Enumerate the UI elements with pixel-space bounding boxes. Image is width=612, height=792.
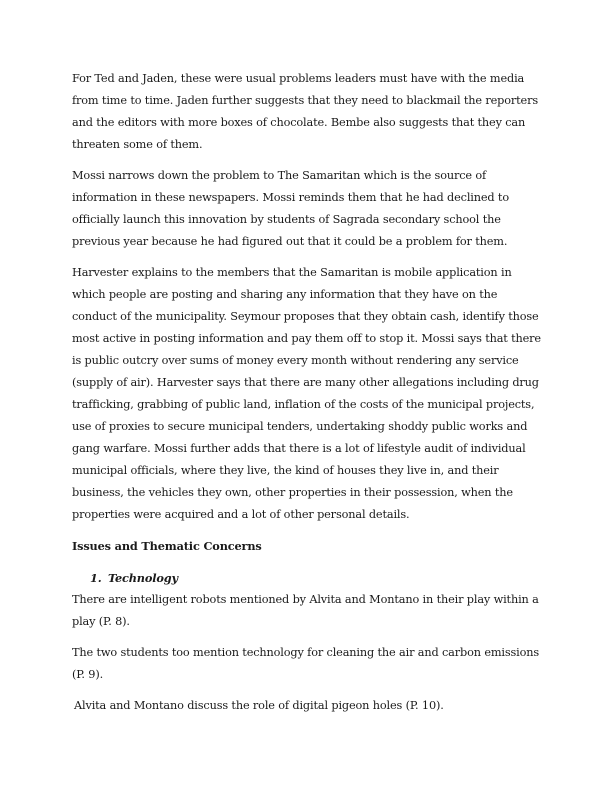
paragraph-robots: There are intelligent robots mentioned by Alvita and Montano in their play within a play (P. 8).	[72, 593, 539, 628]
paragraph-media-problems: For Ted and Jaden, these were usual problems leaders must have with the media from time to time. Jaden further suggests that they need to blackmail the reporters and the editors with more boxes of chocolate. Bembe also suggests that they can threaten some of them.	[72, 72, 538, 151]
document-page	[72, 68, 544, 726]
section-heading: Issues and Thematic Concerns	[72, 539, 262, 553]
subsection-heading	[72, 567, 544, 589]
paragraph-samaritan-explained: Harvester explains to the members that the Samaritan is mobile application in which people are posting and sharing any information that they have on the conduct of the municipality. Seymour proposes that they obtain cash, identify those most active in posting information and pay them off to stop it. Mossi says that there is public outcry over sums of money every month without rendering any service (supply of air). Harvester says that there are many other allegations including drug trafficking, grabbing of public land, inflation of the costs of the municipal projects, use of proxies to secure municipal tenders, undertaking shoddy public works and gang warfare. Mossi further adds that there is a lot of lifestyle audit of individual municipal officials, where they live, the kind of houses they live in, and their business, the vehicles they own, other properties in their possession, when the properties were acquired and a lot of other personal details.	[72, 266, 541, 521]
paragraph-pigeon-holes: Alvita and Montano discuss the role of digital pigeon holes (P. 10).	[74, 699, 444, 712]
paragraph-samaritan-source: Mossi narrows down the problem to The Samaritan which is the source of information in these newspapers. Mossi reminds them that he had declined to officially launch this innovation by students of Sagrada secondary school the previous year because he had figured out that it could be a problem for them.	[72, 169, 509, 248]
paragraph-air-cleaning: The two students too mention technology for cleaning the air and carbon emissions (P. 9).	[72, 646, 540, 681]
subsection-title: Technology	[108, 571, 178, 585]
subsection-number: 1.	[90, 571, 102, 585]
